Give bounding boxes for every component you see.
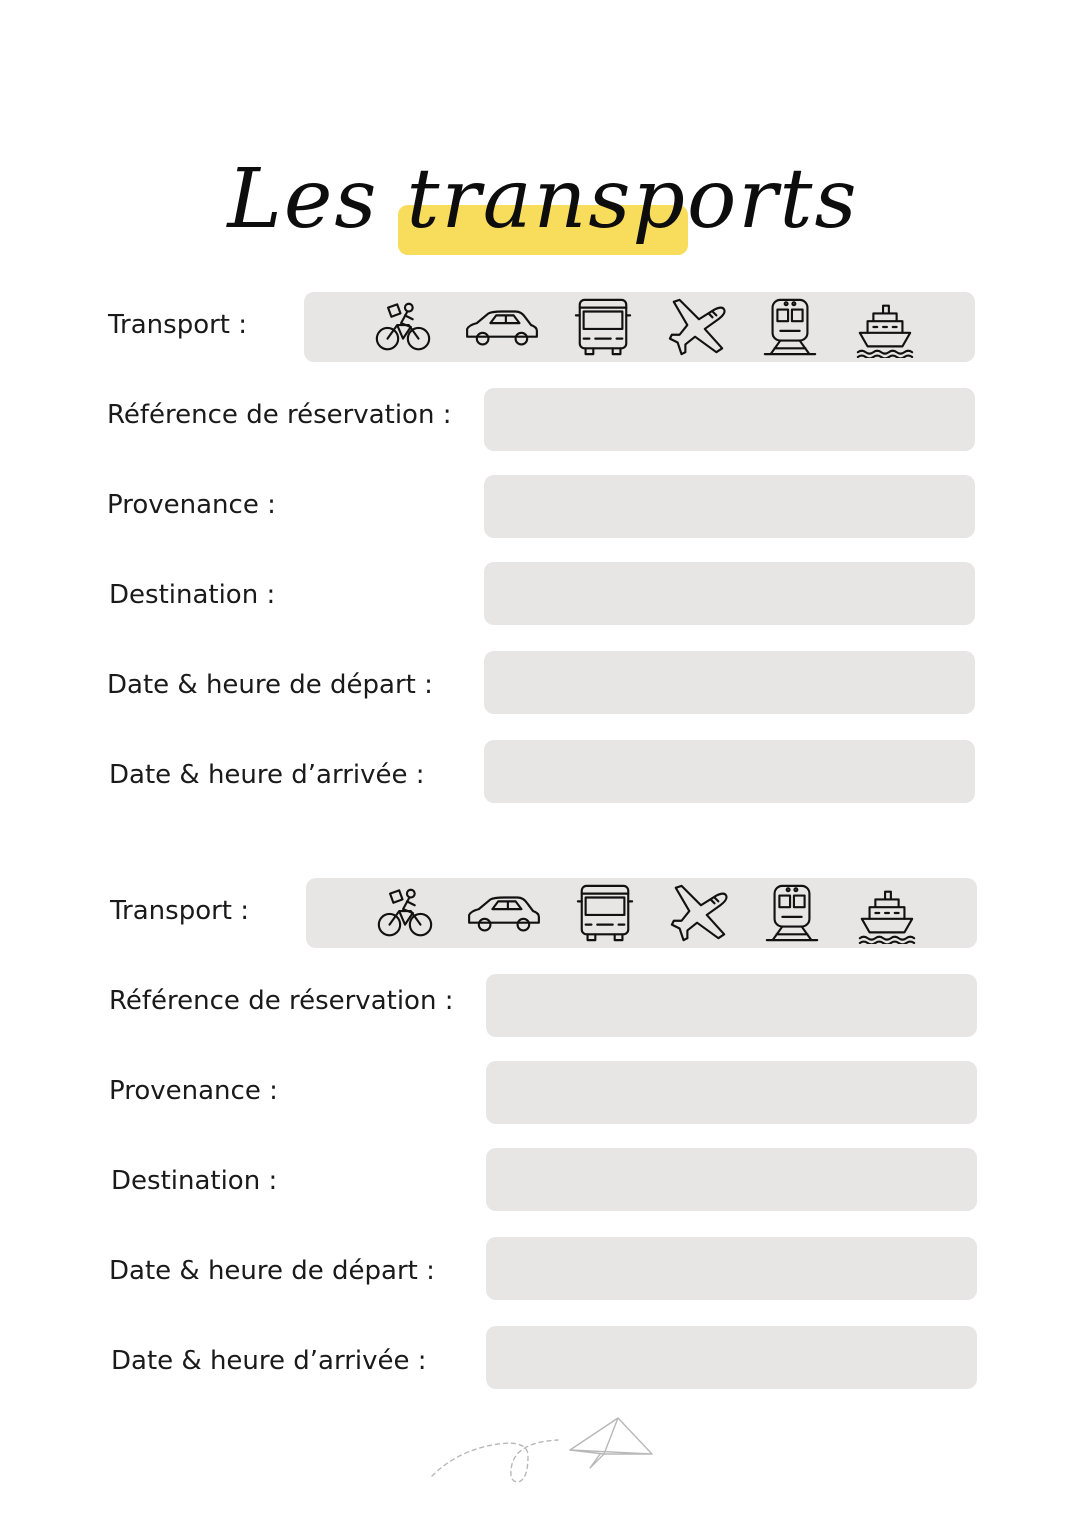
arrival-datetime-label: Date & heure d’arrivée : bbox=[111, 1346, 427, 1376]
bicycle-icon[interactable] bbox=[374, 882, 436, 944]
transport-label: Transport : bbox=[108, 310, 248, 340]
origin-label: Provenance : bbox=[109, 1076, 278, 1106]
destination-field[interactable] bbox=[486, 1148, 977, 1211]
bicycle-icon[interactable] bbox=[372, 296, 434, 358]
destination-label: Destination : bbox=[109, 580, 276, 610]
departure-datetime-field[interactable] bbox=[484, 651, 975, 714]
reservation-reference-field[interactable] bbox=[484, 388, 975, 451]
paper-plane-icon bbox=[428, 1410, 668, 1490]
bus-icon[interactable] bbox=[572, 296, 634, 358]
ship-icon[interactable] bbox=[856, 882, 918, 944]
transport-label: Transport : bbox=[110, 896, 250, 926]
destination-label: Destination : bbox=[111, 1166, 278, 1196]
arrival-datetime-field[interactable] bbox=[486, 1326, 977, 1389]
train-icon[interactable] bbox=[761, 882, 823, 944]
departure-datetime-field[interactable] bbox=[486, 1237, 977, 1300]
reservation-reference-field[interactable] bbox=[486, 974, 977, 1037]
ship-icon[interactable] bbox=[854, 296, 916, 358]
airplane-icon[interactable] bbox=[668, 882, 730, 944]
origin-field[interactable] bbox=[486, 1061, 977, 1124]
car-icon[interactable] bbox=[462, 296, 542, 358]
transport-icon-bar bbox=[304, 292, 975, 362]
reservation-reference-label: Référence de réservation : bbox=[107, 400, 452, 430]
origin-field[interactable] bbox=[484, 475, 975, 538]
page-title: Les transports bbox=[227, 152, 859, 247]
destination-field[interactable] bbox=[484, 562, 975, 625]
bus-icon[interactable] bbox=[574, 882, 636, 944]
arrival-datetime-field[interactable] bbox=[484, 740, 975, 803]
arrival-datetime-label: Date & heure d’arrivée : bbox=[109, 760, 425, 790]
origin-label: Provenance : bbox=[107, 490, 276, 520]
title-block bbox=[0, 150, 1086, 270]
transport-icon-bar bbox=[306, 878, 977, 948]
departure-datetime-label: Date & heure de départ : bbox=[107, 670, 433, 700]
train-icon[interactable] bbox=[759, 296, 821, 358]
airplane-icon[interactable] bbox=[666, 296, 728, 358]
departure-datetime-label: Date & heure de départ : bbox=[109, 1256, 435, 1286]
car-icon[interactable] bbox=[464, 882, 544, 944]
reservation-reference-label: Référence de réservation : bbox=[109, 986, 454, 1016]
